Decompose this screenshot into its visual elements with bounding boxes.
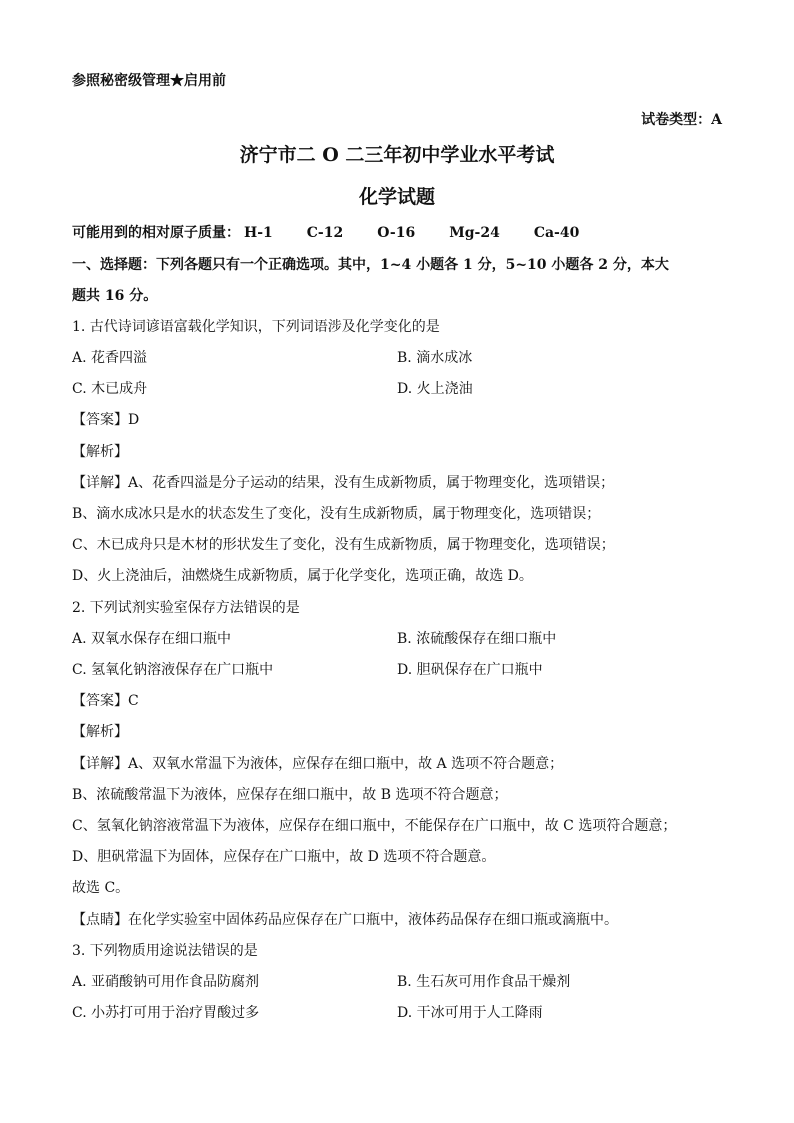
option-d: D. 火上浇油 [397,381,473,397]
answer: 【答案】C [72,693,139,709]
detail-line: D、胆矾常温下为固体，应保存在广口瓶中，故 D 选项不符合题意。 [72,849,496,865]
detail-line: 【详解】A、双氧水常温下为液体，应保存在细口瓶中，故 A 选项不符合题意； [72,756,564,772]
option-b: B. 浓硫酸保存在细口瓶中 [397,631,557,647]
question-stem: 3. 下列物质用途说法错误的是 [72,943,258,959]
option-b: B. 生石灰可用作食品干燥剂 [397,974,571,990]
question-stem: 2. 下列试剂实验室保存方法错误的是 [72,600,300,616]
atomic-mass-item: O-16 [377,225,416,241]
option-a: A. 双氧水保存在细口瓶中 [72,631,232,647]
detail-line: C、木已成舟只是木材的形状发生了变化，没有生成新物质，属于物理变化，选项错误； [72,537,615,553]
detail-line: 故选 C。 [72,880,130,896]
subject-title: 化学试题 [358,186,435,208]
section-heading-line1: 一、选择题：下列各题只有一个正确选项。其中，1~4 小题各 1 分，5~10 小题各 2 分，本大 [72,257,669,273]
option-c: C. 木已成舟 [72,381,148,397]
option-a: A. 花香四溢 [72,350,148,366]
option-d: D. 干冰可用于人工降雨 [397,1005,543,1021]
atomic-mass-item: Mg-24 [449,225,500,241]
section-heading-line2: 题共 16 分。 [72,288,158,304]
atomic-mass-label: 可能用到的相对原子质量： [72,225,240,241]
tip-line: 【点睛】在化学实验室中固体药品应保存在广口瓶中，液体药品保存在细口瓶或滴瓶中。 [72,912,618,928]
atomic-mass-line [72,224,579,242]
option-c: C. 氢氧化钠溶液保存在广口瓶中 [72,662,274,678]
option-c: C. 小苏打可用于治疗胃酸过多 [72,1005,260,1021]
answer: 【答案】D [72,412,140,428]
detail-line: B、浓硫酸常温下为液体，应保存在细口瓶中，故 B 选项不符合题意； [72,787,508,803]
question-stem: 1. 古代诗词谚语富载化学知识，下列词语涉及化学变化的是 [72,319,440,335]
secret-level-note: 参照秘密级管理★启用前 [72,73,226,89]
option-a: A. 亚硝酸钠可用作食品防腐剂 [72,974,260,990]
detail-line: 【详解】A、花香四溢是分子运动的结果，没有生成新物质，属于物理变化，选项错误； [72,475,615,491]
option-b: B. 滴水成冰 [397,350,473,366]
detail-line: B、滴水成冰只是水的状态发生了变化，没有生成新物质，属于物理变化，选项错误； [72,506,601,522]
atomic-mass-item: Ca-40 [533,225,580,241]
analysis-label: 【解析】 [72,444,128,460]
atomic-mass-item: H-1 [244,225,273,241]
paper-type: 试卷类型：A [641,112,722,128]
atomic-mass-item: C-12 [306,225,344,241]
exam-title: 济宁市二 O 二三年初中学业水平考试 [239,144,555,166]
option-d: D. 胆矾保存在广口瓶中 [397,662,543,678]
detail-line: D、火上浇油后，油燃烧生成新物质，属于化学变化，选项正确，故选 D。 [72,568,533,584]
analysis-label: 【解析】 [72,724,128,740]
detail-line: C、氢氧化钠溶液常温下为液体，应保存在细口瓶中，不能保存在广口瓶中，故 C 选项符合题意； [72,818,677,834]
